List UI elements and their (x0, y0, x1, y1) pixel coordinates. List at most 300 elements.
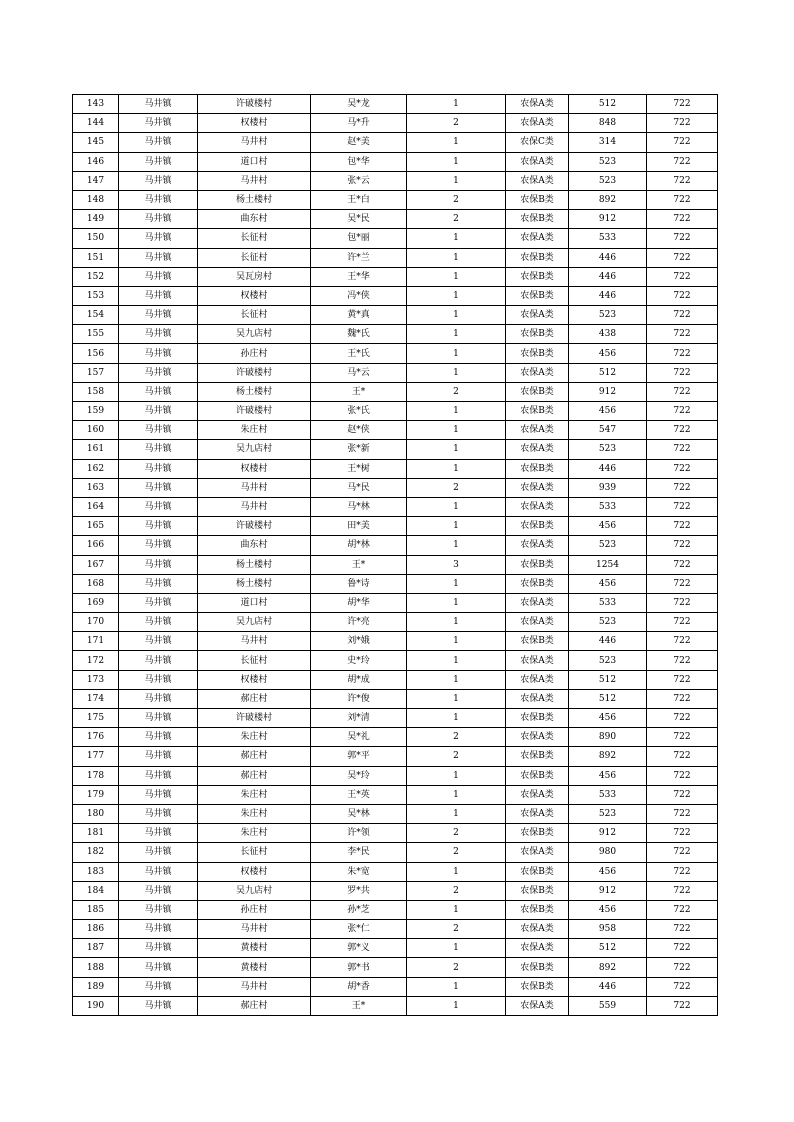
insurance-type-cell: 农保A类 (506, 804, 569, 823)
table-row (73, 248, 718, 267)
row-number: 171 (73, 632, 119, 651)
row-number: 183 (73, 862, 119, 881)
village-cell: 吴九店村 (198, 325, 311, 344)
standard-cell: 722 (647, 920, 718, 939)
insurance-type-cell: 农保A类 (506, 920, 569, 939)
household-count-cell: 3 (407, 555, 506, 574)
insurance-type-cell: 农保A类 (506, 785, 569, 804)
standard-cell: 722 (647, 95, 718, 114)
amount-cell: 892 (569, 747, 647, 766)
row-number: 181 (73, 824, 119, 843)
standard-cell: 722 (647, 632, 718, 651)
table-row (73, 920, 718, 939)
insurance-type-cell: 农保B类 (506, 824, 569, 843)
table-row (73, 517, 718, 536)
insurance-type-cell: 农保A类 (506, 478, 569, 497)
name-cell: 马*民 (311, 478, 407, 497)
town-cell: 马井镇 (119, 190, 198, 209)
row-number: 152 (73, 267, 119, 286)
insurance-type-cell: 农保B类 (506, 574, 569, 593)
row-number: 158 (73, 382, 119, 401)
amount-cell: 512 (569, 939, 647, 958)
household-count-cell: 1 (407, 862, 506, 881)
town-cell: 马井镇 (119, 939, 198, 958)
town-cell: 马井镇 (119, 689, 198, 708)
town-cell: 马井镇 (119, 900, 198, 919)
amount-cell: 523 (569, 152, 647, 171)
town-cell: 马井镇 (119, 593, 198, 612)
name-cell: 田*美 (311, 517, 407, 536)
household-count-cell: 1 (407, 440, 506, 459)
insurance-type-cell: 农保A类 (506, 421, 569, 440)
household-count-cell: 1 (407, 171, 506, 190)
household-count-cell: 2 (407, 958, 506, 977)
village-cell: 长征村 (198, 248, 311, 267)
name-cell: 胡*林 (311, 536, 407, 555)
amount-cell: 456 (569, 709, 647, 728)
standard-cell: 722 (647, 613, 718, 632)
amount-cell: 1254 (569, 555, 647, 574)
insurance-type-cell: 农保B类 (506, 344, 569, 363)
town-cell: 马井镇 (119, 382, 198, 401)
standard-cell: 722 (647, 497, 718, 516)
table-row (73, 114, 718, 133)
standard-cell: 722 (647, 286, 718, 305)
standard-cell: 722 (647, 593, 718, 612)
insurance-type-cell: 农保A类 (506, 229, 569, 248)
records-table-body (73, 95, 718, 1016)
town-cell: 马井镇 (119, 555, 198, 574)
name-cell: 赵*侠 (311, 421, 407, 440)
table-row (73, 574, 718, 593)
table-row (73, 536, 718, 555)
amount-cell: 446 (569, 632, 647, 651)
name-cell: 吴*礼 (311, 728, 407, 747)
town-cell: 马井镇 (119, 670, 198, 689)
insurance-type-cell: 农保B类 (506, 747, 569, 766)
household-count-cell: 2 (407, 210, 506, 229)
table-row (73, 402, 718, 421)
household-count-cell: 1 (407, 574, 506, 593)
household-count-cell: 1 (407, 459, 506, 478)
household-count-cell: 2 (407, 478, 506, 497)
household-count-cell: 1 (407, 325, 506, 344)
amount-cell: 939 (569, 478, 647, 497)
town-cell: 马井镇 (119, 862, 198, 881)
standard-cell: 722 (647, 114, 718, 133)
name-cell: 郭*平 (311, 747, 407, 766)
insurance-type-cell: 农保A类 (506, 613, 569, 632)
standard-cell: 722 (647, 382, 718, 401)
amount-cell: 523 (569, 651, 647, 670)
village-cell: 许破楼村 (198, 517, 311, 536)
household-count-cell: 1 (407, 306, 506, 325)
insurance-type-cell: 农保B类 (506, 248, 569, 267)
table-row (73, 229, 718, 248)
table-row (73, 709, 718, 728)
row-number: 186 (73, 920, 119, 939)
amount-cell: 892 (569, 190, 647, 209)
table-row (73, 728, 718, 747)
insurance-type-cell: 农保A类 (506, 440, 569, 459)
name-cell: 罗*共 (311, 881, 407, 900)
standard-cell: 722 (647, 555, 718, 574)
household-count-cell: 1 (407, 996, 506, 1015)
insurance-type-cell: 农保B类 (506, 766, 569, 785)
amount-cell: 958 (569, 920, 647, 939)
household-count-cell: 1 (407, 497, 506, 516)
household-count-cell: 1 (407, 248, 506, 267)
village-cell: 长征村 (198, 306, 311, 325)
town-cell: 马井镇 (119, 306, 198, 325)
town-cell: 马井镇 (119, 152, 198, 171)
town-cell: 马井镇 (119, 325, 198, 344)
name-cell: 吴*民 (311, 210, 407, 229)
household-count-cell: 1 (407, 900, 506, 919)
name-cell: 王* (311, 382, 407, 401)
household-count-cell: 2 (407, 114, 506, 133)
amount-cell: 314 (569, 133, 647, 152)
household-count-cell: 1 (407, 402, 506, 421)
village-cell: 黄楼村 (198, 958, 311, 977)
insurance-type-cell: 农保A类 (506, 651, 569, 670)
insurance-type-cell: 农保B类 (506, 402, 569, 421)
name-cell: 胡*华 (311, 593, 407, 612)
insurance-type-cell: 农保B类 (506, 900, 569, 919)
household-count-cell: 1 (407, 632, 506, 651)
village-cell: 道口村 (198, 593, 311, 612)
town-cell: 马井镇 (119, 459, 198, 478)
table-row (73, 190, 718, 209)
amount-cell: 512 (569, 363, 647, 382)
insurance-type-cell: 农保A类 (506, 95, 569, 114)
standard-cell: 722 (647, 996, 718, 1015)
row-number: 172 (73, 651, 119, 670)
table-row (73, 613, 718, 632)
amount-cell: 912 (569, 382, 647, 401)
amount-cell: 512 (569, 670, 647, 689)
insurance-type-cell: 农保A类 (506, 306, 569, 325)
standard-cell: 722 (647, 785, 718, 804)
town-cell: 马井镇 (119, 574, 198, 593)
standard-cell: 722 (647, 363, 718, 382)
name-cell: 张*仁 (311, 920, 407, 939)
household-count-cell: 1 (407, 95, 506, 114)
village-cell: 曲东村 (198, 210, 311, 229)
amount-cell: 523 (569, 804, 647, 823)
name-cell: 冯*侠 (311, 286, 407, 305)
amount-cell: 456 (569, 574, 647, 593)
village-cell: 权楼村 (198, 459, 311, 478)
table-row (73, 363, 718, 382)
amount-cell: 523 (569, 306, 647, 325)
table-row (73, 593, 718, 612)
insurance-type-cell: 农保B类 (506, 286, 569, 305)
row-number: 162 (73, 459, 119, 478)
amount-cell: 533 (569, 593, 647, 612)
village-cell: 长征村 (198, 651, 311, 670)
village-cell: 长征村 (198, 843, 311, 862)
amount-cell: 456 (569, 900, 647, 919)
standard-cell: 722 (647, 478, 718, 497)
household-count-cell: 1 (407, 421, 506, 440)
name-cell: 赵*美 (311, 133, 407, 152)
household-count-cell: 1 (407, 286, 506, 305)
town-cell: 马井镇 (119, 766, 198, 785)
household-count-cell: 1 (407, 785, 506, 804)
standard-cell: 722 (647, 190, 718, 209)
name-cell: 张*氏 (311, 402, 407, 421)
insurance-type-cell: 农保A类 (506, 363, 569, 382)
amount-cell: 533 (569, 785, 647, 804)
town-cell: 马井镇 (119, 804, 198, 823)
standard-cell: 722 (647, 171, 718, 190)
village-cell: 权楼村 (198, 114, 311, 133)
village-cell: 权楼村 (198, 286, 311, 305)
amount-cell: 446 (569, 248, 647, 267)
town-cell: 马井镇 (119, 709, 198, 728)
row-number: 145 (73, 133, 119, 152)
amount-cell: 523 (569, 171, 647, 190)
standard-cell: 722 (647, 766, 718, 785)
name-cell: 王* (311, 555, 407, 574)
village-cell: 杨土楼村 (198, 574, 311, 593)
table-row (73, 152, 718, 171)
row-number: 160 (73, 421, 119, 440)
standard-cell: 722 (647, 210, 718, 229)
insurance-type-cell: 农保A类 (506, 171, 569, 190)
table-row (73, 996, 718, 1015)
household-count-cell: 1 (407, 670, 506, 689)
row-number: 182 (73, 843, 119, 862)
standard-cell: 722 (647, 574, 718, 593)
name-cell: 王*氏 (311, 344, 407, 363)
village-cell: 马井村 (198, 171, 311, 190)
insurance-type-cell: 农保B类 (506, 881, 569, 900)
name-cell: 王*英 (311, 785, 407, 804)
amount-cell: 456 (569, 766, 647, 785)
name-cell: 王*华 (311, 267, 407, 286)
table-row (73, 824, 718, 843)
amount-cell: 512 (569, 95, 647, 114)
name-cell: 刘*清 (311, 709, 407, 728)
row-number: 161 (73, 440, 119, 459)
amount-cell: 559 (569, 996, 647, 1015)
table-row (73, 555, 718, 574)
standard-cell: 722 (647, 325, 718, 344)
name-cell: 朱*宽 (311, 862, 407, 881)
standard-cell: 722 (647, 267, 718, 286)
amount-cell: 533 (569, 229, 647, 248)
household-count-cell: 1 (407, 977, 506, 996)
table-row (73, 651, 718, 670)
row-number: 176 (73, 728, 119, 747)
town-cell: 马井镇 (119, 440, 198, 459)
table-row (73, 95, 718, 114)
insurance-type-cell: 农保B类 (506, 382, 569, 401)
row-number: 144 (73, 114, 119, 133)
row-number: 159 (73, 402, 119, 421)
standard-cell: 722 (647, 728, 718, 747)
amount-cell: 446 (569, 286, 647, 305)
town-cell: 马井镇 (119, 536, 198, 555)
table-row (73, 325, 718, 344)
name-cell: 胡*香 (311, 977, 407, 996)
table-row (73, 689, 718, 708)
insurance-type-cell: 农保A类 (506, 152, 569, 171)
name-cell: 李*民 (311, 843, 407, 862)
amount-cell: 890 (569, 728, 647, 747)
name-cell: 吴*龙 (311, 95, 407, 114)
town-cell: 马井镇 (119, 229, 198, 248)
amount-cell: 523 (569, 613, 647, 632)
table-row (73, 459, 718, 478)
town-cell: 马井镇 (119, 843, 198, 862)
row-number: 163 (73, 478, 119, 497)
name-cell: 许*俊 (311, 689, 407, 708)
village-cell: 权楼村 (198, 862, 311, 881)
town-cell: 马井镇 (119, 210, 198, 229)
standard-cell: 722 (647, 152, 718, 171)
standard-cell: 722 (647, 133, 718, 152)
town-cell: 马井镇 (119, 286, 198, 305)
standard-cell: 722 (647, 459, 718, 478)
household-count-cell: 1 (407, 517, 506, 536)
town-cell: 马井镇 (119, 133, 198, 152)
name-cell: 孙*芝 (311, 900, 407, 919)
town-cell: 马井镇 (119, 267, 198, 286)
village-cell: 郝庄村 (198, 689, 311, 708)
standard-cell: 722 (647, 709, 718, 728)
table-row (73, 766, 718, 785)
town-cell: 马井镇 (119, 344, 198, 363)
household-count-cell: 1 (407, 939, 506, 958)
standard-cell: 722 (647, 881, 718, 900)
row-number: 148 (73, 190, 119, 209)
household-count-cell: 1 (407, 363, 506, 382)
standard-cell: 722 (647, 440, 718, 459)
village-cell: 马井村 (198, 632, 311, 651)
row-number: 143 (73, 95, 119, 114)
table-row (73, 747, 718, 766)
row-number: 166 (73, 536, 119, 555)
row-number: 149 (73, 210, 119, 229)
insurance-type-cell: 农保B类 (506, 325, 569, 344)
standard-cell: 722 (647, 804, 718, 823)
row-number: 174 (73, 689, 119, 708)
village-cell: 郝庄村 (198, 766, 311, 785)
row-number: 156 (73, 344, 119, 363)
table-row (73, 171, 718, 190)
standard-cell: 722 (647, 421, 718, 440)
household-count-cell: 1 (407, 651, 506, 670)
table-row (73, 133, 718, 152)
village-cell: 许破楼村 (198, 709, 311, 728)
household-count-cell: 1 (407, 709, 506, 728)
table-row (73, 632, 718, 651)
village-cell: 马井村 (198, 920, 311, 939)
town-cell: 马井镇 (119, 248, 198, 267)
standard-cell: 722 (647, 977, 718, 996)
town-cell: 马井镇 (119, 920, 198, 939)
standard-cell: 722 (647, 651, 718, 670)
row-number: 179 (73, 785, 119, 804)
household-count-cell: 2 (407, 190, 506, 209)
amount-cell: 512 (569, 689, 647, 708)
row-number: 184 (73, 881, 119, 900)
household-count-cell: 2 (407, 728, 506, 747)
town-cell: 马井镇 (119, 747, 198, 766)
amount-cell: 912 (569, 824, 647, 843)
standard-cell: 722 (647, 689, 718, 708)
standard-cell: 722 (647, 939, 718, 958)
row-number: 170 (73, 613, 119, 632)
table-row (73, 382, 718, 401)
standard-cell: 722 (647, 517, 718, 536)
row-number: 169 (73, 593, 119, 612)
village-cell: 吴瓦房村 (198, 267, 311, 286)
household-count-cell: 1 (407, 152, 506, 171)
insurance-type-cell: 农保B类 (506, 632, 569, 651)
village-cell: 吴九店村 (198, 440, 311, 459)
town-cell: 马井镇 (119, 824, 198, 843)
row-number: 147 (73, 171, 119, 190)
table-row (73, 881, 718, 900)
village-cell: 杨土楼村 (198, 555, 311, 574)
name-cell: 魏*氏 (311, 325, 407, 344)
name-cell: 刘*娥 (311, 632, 407, 651)
name-cell: 包*华 (311, 152, 407, 171)
row-number: 146 (73, 152, 119, 171)
name-cell: 马*云 (311, 363, 407, 382)
town-cell: 马井镇 (119, 996, 198, 1015)
village-cell: 马井村 (198, 497, 311, 516)
row-number: 168 (73, 574, 119, 593)
row-number: 177 (73, 747, 119, 766)
household-count-cell: 2 (407, 920, 506, 939)
name-cell: 王* (311, 996, 407, 1015)
table-row (73, 862, 718, 881)
name-cell: 吴*玲 (311, 766, 407, 785)
insurance-type-cell: 农保A类 (506, 996, 569, 1015)
row-number: 157 (73, 363, 119, 382)
town-cell: 马井镇 (119, 977, 198, 996)
town-cell: 马井镇 (119, 478, 198, 497)
amount-cell: 456 (569, 344, 647, 363)
table-row (73, 267, 718, 286)
row-number: 178 (73, 766, 119, 785)
table-row (73, 670, 718, 689)
village-cell: 曲东村 (198, 536, 311, 555)
standard-cell: 722 (647, 229, 718, 248)
amount-cell: 848 (569, 114, 647, 133)
table-row (73, 478, 718, 497)
town-cell: 马井镇 (119, 785, 198, 804)
household-count-cell: 1 (407, 229, 506, 248)
standard-cell: 722 (647, 344, 718, 363)
amount-cell: 547 (569, 421, 647, 440)
household-count-cell: 2 (407, 824, 506, 843)
name-cell: 王*树 (311, 459, 407, 478)
row-number: 189 (73, 977, 119, 996)
name-cell: 吴*林 (311, 804, 407, 823)
name-cell: 胡*成 (311, 670, 407, 689)
village-cell: 杨土楼村 (198, 382, 311, 401)
village-cell: 朱庄村 (198, 824, 311, 843)
standard-cell: 722 (647, 306, 718, 325)
insurance-type-cell: 农保C类 (506, 133, 569, 152)
table-row (73, 843, 718, 862)
